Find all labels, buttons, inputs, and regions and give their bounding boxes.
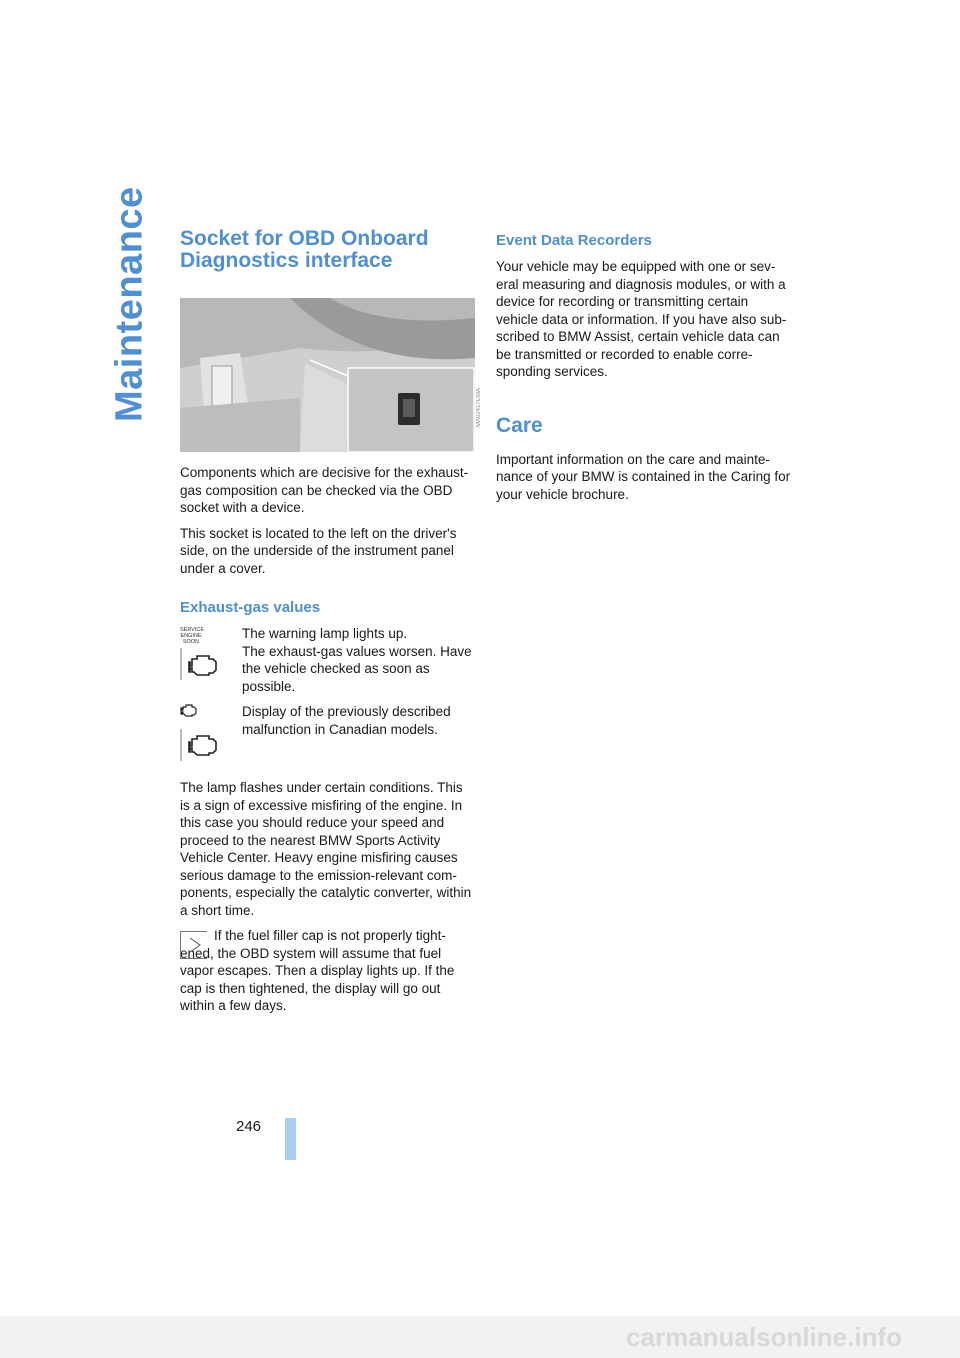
watermark-text: carmanualsonline.info [626, 1322, 902, 1352]
obd-title: Socket for OBD Onboard Diagnostics interface [180, 227, 429, 272]
page-bar [285, 1118, 296, 1160]
note [180, 927, 475, 1015]
lamp2-text: Display of the previously described malfunction in Canadian models. [242, 704, 451, 737]
service-engine-soon-icon: SERVICE ENGINE SOON [180, 625, 242, 695]
right-column [496, 232, 791, 511]
lamp1-line1: The warning lamp lights up. [242, 626, 408, 641]
care-heading: Care [496, 413, 543, 437]
note-text: If the fuel filler cap is not properly tight-ened, the OBD system will assume that fuel vapor escapes. Then a display lights up. If the cap is then tightened, the display will go out within a few days. [180, 928, 455, 1013]
exhaust-heading: Exhaust-gas values [180, 599, 321, 616]
lamp-row-2 [180, 703, 475, 765]
section-tab: Maintenance [108, 186, 151, 422]
photo-code: MA02417CMA [476, 388, 482, 428]
edr-heading: Event Data Recorders [496, 232, 652, 249]
note-triangle-icon [180, 931, 207, 959]
obd-para-2: This socket is located to the left on the driver's side, on the underside of the instrument panel under a cover. [180, 525, 457, 576]
engine-warning-icon [180, 703, 242, 765]
watermark-band [0, 1316, 960, 1358]
obd-para-1: Components which are decisive for the exhaust-gas composition can be checked via the OBD socket with a device. [180, 465, 469, 515]
edr-text: Your vehicle may be equipped with one or sev-eral measuring and diagnosis modules, or with a device for recording or transmitting certain vehicle data or information. If you have also sub-scribed to BMW Assist, certain vehicle data can be transmitted or recorded to enable corre-sponding services. [496, 259, 787, 379]
obd-socket-photo [180, 298, 482, 452]
left-column [180, 227, 482, 1023]
page-number: 246 [236, 1118, 262, 1135]
obd-para-3: The lamp flashes under certain conditions. This is a sign of excessive misfiring of the engine. In this case you should reduce your speed and proceed to the nearest BMW Sports Activity Vehicle Center. Heavy engine misfiring causes serious damage to the emission-relevant com-ponents, especially the catalytic converter, within a short time. [180, 780, 472, 918]
lamp-row-1 [180, 625, 475, 695]
lamp1-line2: The exhaust-gas values worsen. Have the vehicle checked as soon as possible. [242, 643, 472, 694]
care-text: Important information on the care and mainte-nance of your BMW is contained in the Caring for your vehicle brochure. [496, 451, 791, 502]
